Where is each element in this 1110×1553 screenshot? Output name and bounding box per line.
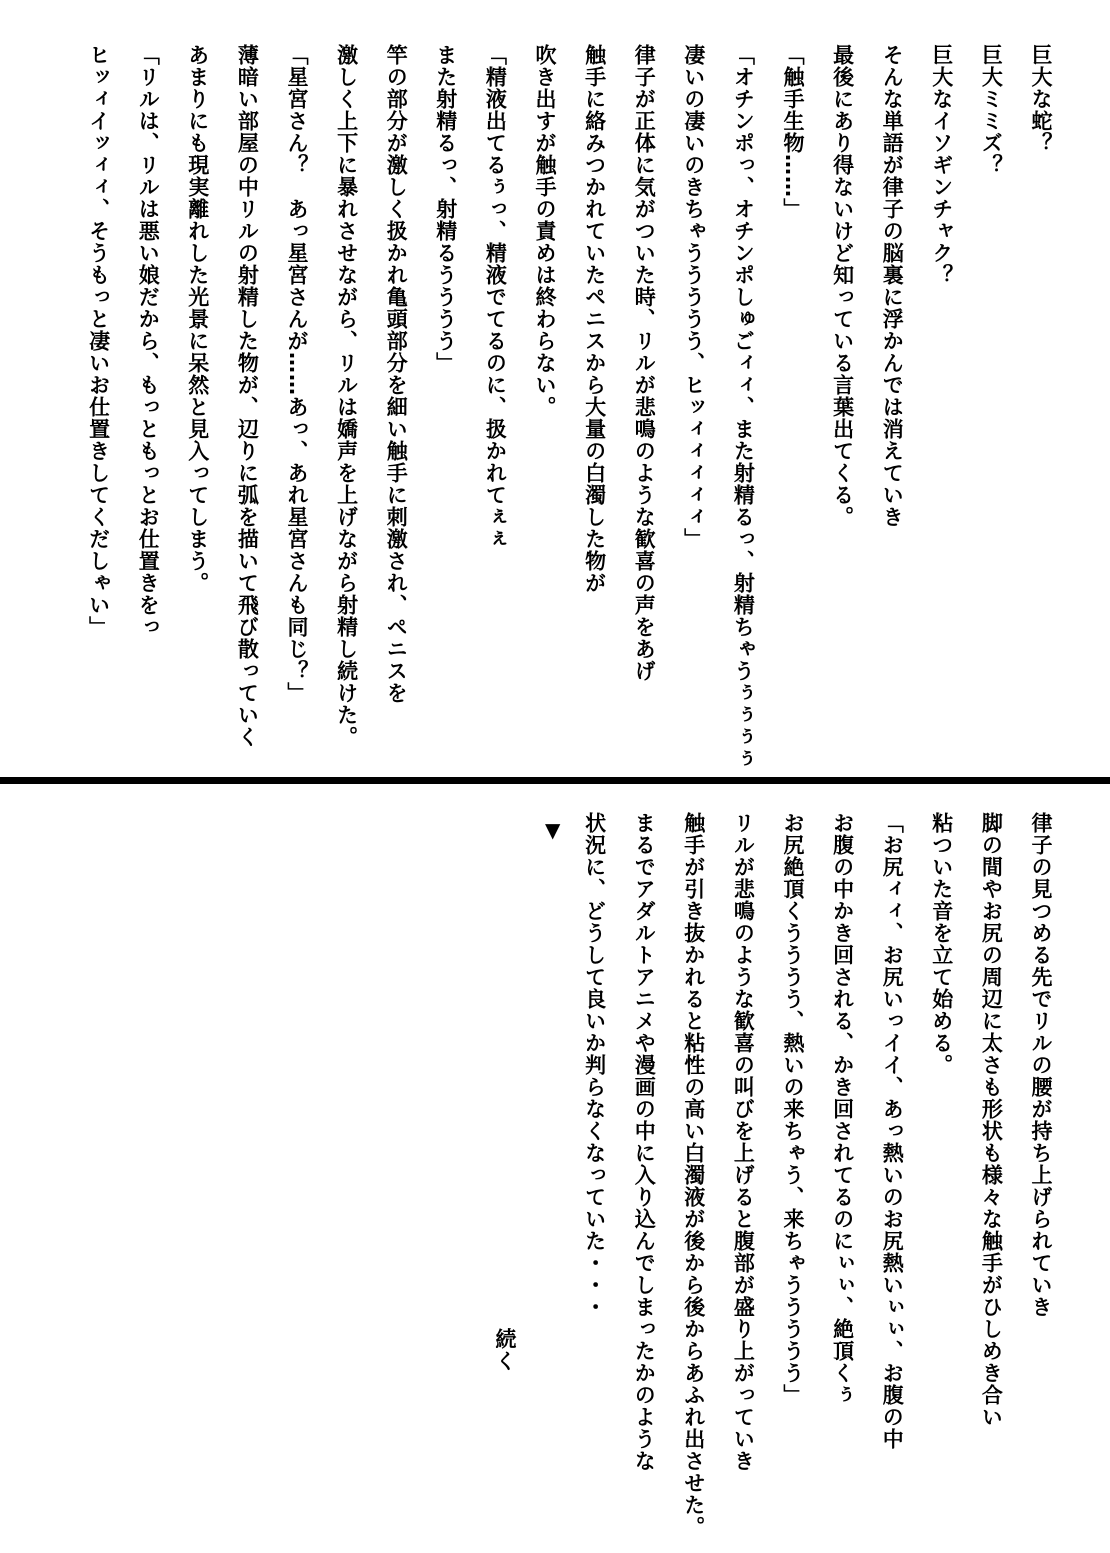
text-line: 触手が引き抜かれると粘性の高い白濁液が後から後からあふれ出させた。 bbox=[681, 812, 706, 1538]
text-line: 「触手生物……」 bbox=[781, 44, 805, 220]
text-line: お尻絶頂くうううう、熱いの来ちゃう、来ちゃううううう」 bbox=[781, 812, 805, 1406]
text-line: そんな単語が律子の脳裏に浮かんでは消えていき bbox=[880, 44, 905, 528]
text-line: リルが悲鳴のような歓喜の叫びを上げると腹部が盛り上がっていき bbox=[731, 812, 756, 1472]
text-line: 最後にあり得ないけど知っている言葉出てくる。 bbox=[830, 44, 855, 528]
section-divider bbox=[0, 777, 1110, 784]
text-line: 「リルは、リルは悪い娘だから、もっともっとお仕置きをっ bbox=[136, 44, 161, 638]
text-line: ヒッィイッィィ、そうもっと凄いお仕置きしてくだしゃい」 bbox=[86, 44, 111, 638]
text-line: 「精液出てるぅっ、精液でてるのに、扱かれてぇぇ bbox=[483, 44, 508, 550]
text-line: 律子の見つめる先でリルの腰が持ち上げられていき bbox=[1029, 812, 1053, 1318]
text-line: 「お尻ィィ、お尻いっイイ、あっ熱いのお尻熱いぃぃ、お腹の中 bbox=[880, 812, 905, 1450]
text-line: 竿の部分が激しく扱かれ亀頭部分を細い触手に刺激され、ペニスを bbox=[384, 44, 409, 704]
text-line: 粘ついた音を立て始める。 bbox=[929, 812, 954, 1076]
triangle-down-icon: ▼ bbox=[545, 818, 561, 842]
text-line: まるでアダルトアニメや漫画の中に入り込んでしまったかのような bbox=[632, 812, 657, 1472]
text-line: 触手に絡みつかれていたペニスから大量の白濁した物が bbox=[582, 44, 607, 594]
text-line: 吹き出すが触手の責めは終わらない。 bbox=[533, 44, 557, 418]
text-line: 「オチンポっ、オチンポしゅごィィ、また射精るっ、射精ちゃうぅぅぅぅ bbox=[731, 44, 756, 770]
text-line: 巨大な蛇？ bbox=[1029, 44, 1053, 154]
continued-label: 続く bbox=[493, 1328, 517, 1372]
text-line: 脚の間やお尻の周辺に太さも形状も様々な触手がひしめき合い bbox=[979, 812, 1004, 1428]
text-line: 律子が正体に気がついた時、リルが悲鳴のような歓喜の声をあげ bbox=[632, 44, 657, 682]
text-line: 状況に、どうして良いか判らなくなっていた・・・ bbox=[582, 812, 607, 1318]
text-line: また射精るっ、射精るうううう」 bbox=[433, 44, 458, 374]
text-line: 「星宮さん？ あっ星宮さんが……あっ、あれ星宮さんも同じ？」 bbox=[285, 44, 309, 704]
text-line: 巨大ミミズ？ bbox=[979, 44, 1004, 176]
text-line: あまりにも現実離れした光景に呆然と見入ってしまう。 bbox=[185, 44, 210, 594]
text-line: 激しく上下に暴れさせながら、リルは嬌声を上げながら射精し続けた。 bbox=[334, 44, 359, 748]
text-line: 薄暗い部屋の中リルの射精した物が、辺りに弧を描いて飛び散っていく bbox=[235, 44, 260, 748]
text-line: お腹の中かき回される、かき回されてるのにぃぃ、絶頂くぅ bbox=[830, 812, 855, 1406]
text-line: 巨大なイソギンチャク？ bbox=[929, 44, 954, 286]
text-line: 凄いの凄いのきちゃううううう、ヒッィィィィィ」 bbox=[681, 44, 706, 550]
